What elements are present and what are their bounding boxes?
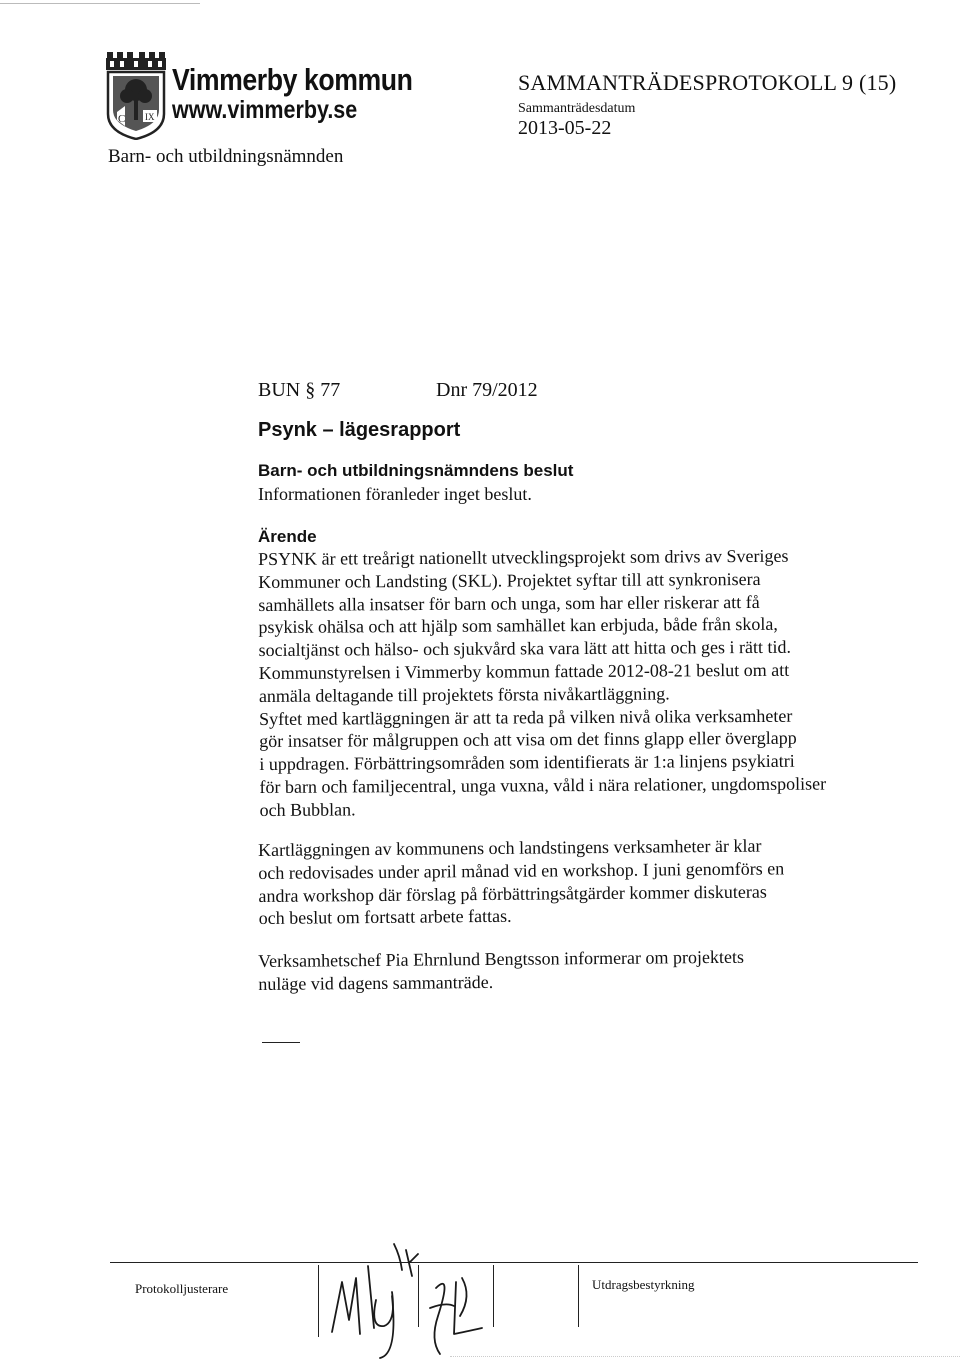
signature-divider	[578, 1265, 579, 1327]
arende-heading: Ärende	[258, 527, 317, 546]
text-line: Kartläggningen av kommunens och landstingens verksamheter är klar	[258, 835, 762, 860]
text-line: psykisk ohälsa och att hjälp som samhället kan erbjuda, både från skola,	[258, 614, 778, 638]
meeting-date: 2013-05-22	[518, 117, 612, 139]
text-line: Syftet med kartläggningen är att ta reda på vilken nivå olika verksamheter	[258, 705, 793, 729]
text-line: samhällets alla insatser för barn och unga, som har eller riskerar att få	[258, 591, 760, 615]
signature-divider	[318, 1265, 319, 1337]
text-line: Kommunstyrelsen i Vimmerby kommun fattade 2012-08-21 beslut om att	[258, 659, 790, 683]
text-line: anmäla deltagande till projektets första nivåkartläggning.	[258, 683, 670, 706]
text-line: gör insatser för målgruppen och att visa om det finns glapp eller överglapp	[259, 728, 797, 752]
decision-heading: Barn- och utbildningsnämndens beslut	[258, 461, 574, 480]
protocol-checker-label: Protokolljusterare	[135, 1281, 229, 1296]
decision-text: Informationen föranleder inget beslut.	[258, 484, 532, 504]
text-line: nuläge vid dagens sammanträde.	[258, 971, 494, 994]
svg-text:C: C	[118, 113, 126, 125]
text-line: och redovisades under april månad vid en workshop. I juni genomförs en	[258, 858, 785, 883]
text-line: och Bubblan.	[259, 799, 356, 820]
municipality-name: Vimmerby kommun	[172, 62, 413, 97]
text-line: och beslut om fortsatt arbete fattas.	[258, 906, 512, 929]
text-line: i uppdragen. Förbättringsområden som identifierats är 1:a linjens psykiatri	[259, 750, 795, 775]
committee-name: Barn- och utbildningsnämnden	[108, 146, 344, 167]
coat-of-arms-icon	[105, 52, 167, 140]
scan-edge-bottom	[450, 1356, 960, 1359]
handwritten-signature-icon	[322, 1236, 497, 1362]
scan-edge-top	[0, 0, 200, 4]
svg-text:IX: IX	[145, 112, 155, 122]
text-line: Verksamhetschef Pia Ehrnlund Bengtsson informerar om projektets	[258, 946, 745, 971]
end-of-section-dash	[262, 1042, 300, 1043]
registration-number: Dnr 79/2012	[436, 379, 538, 401]
text-line: andra workshop där förslag på förbättringsåtgärder kommer diskuteras	[258, 881, 767, 906]
document-title: SAMMANTRÄDESPROTOKOLL 9 (15)	[518, 70, 897, 95]
case-title: Psynk – lägesrapport	[258, 419, 461, 441]
meeting-date-label: Sammanträdesdatum	[518, 101, 636, 116]
footer-rule	[110, 1262, 918, 1263]
text-line: PSYNK är ett treårigt nationellt utvecklingsprojekt som drivs av Sveriges	[258, 545, 789, 569]
arende-paragraph-1	[258, 544, 860, 821]
municipality-url[interactable]: www.vimmerby.se	[172, 96, 358, 124]
extract-certification-label: Utdragsbestyrkning	[592, 1277, 695, 1292]
arende-paragraph-3	[258, 945, 858, 996]
paragraph-reference: BUN § 77	[258, 379, 341, 401]
text-line: Kommuner och Landsting (SKL). Projektet syftar till att synkronisera	[258, 568, 761, 592]
text-line: för barn och familjecentral, unga vuxna, våld i nära relationer, ungdomspoliser	[259, 773, 827, 797]
text-line: socialtjänst och hälso- och sjukvård ska vara lätt att hitta och ges i rätt tid.	[258, 636, 792, 661]
arende-paragraph-2	[258, 834, 859, 930]
